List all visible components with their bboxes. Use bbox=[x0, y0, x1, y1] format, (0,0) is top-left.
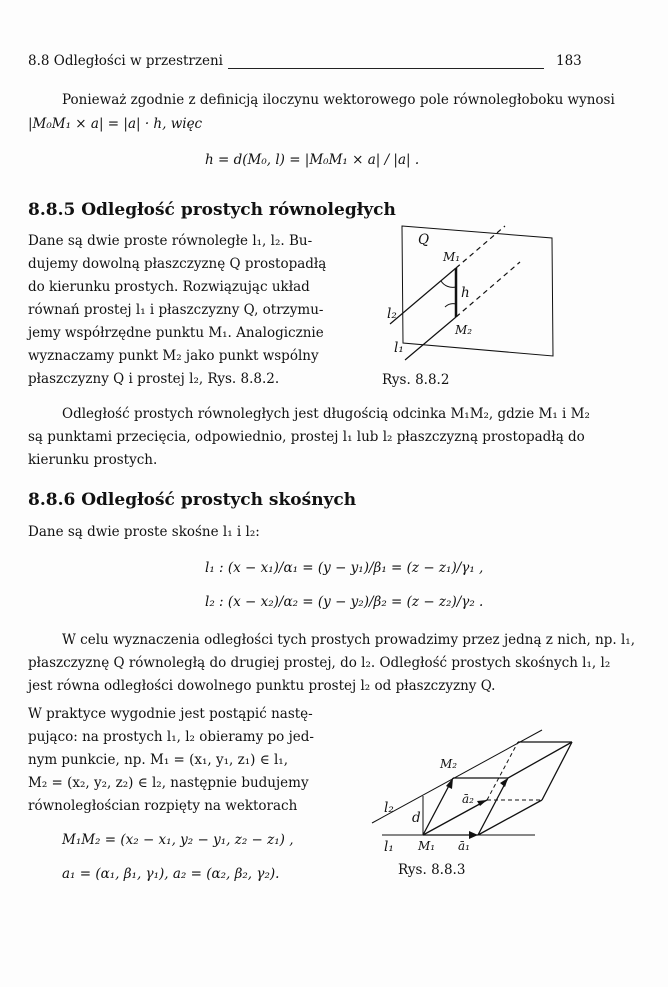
plane-label: Q bbox=[418, 232, 430, 248]
text-line: kierunku prostych. bbox=[28, 452, 158, 468]
vector-label: ā₁ bbox=[458, 839, 470, 853]
page-number: 183 bbox=[556, 53, 582, 69]
text-line: płaszczyzny Q i prostej l₂, Rys. 8.8.2. bbox=[28, 371, 280, 387]
text-line: Odległość prostych równoległych jest długością odcinka M₁M₂, gdzie M₁ i M₂ bbox=[62, 406, 590, 422]
point-label: M₁ bbox=[443, 250, 461, 264]
section-title: 8.8.5 Odległość prostych równoległych bbox=[28, 200, 396, 220]
line-label: l₂ bbox=[387, 306, 397, 322]
text-line: W celu wyznaczenia odległości tych prostych prowadzimy przez jedną z nich, np. l₁, bbox=[62, 632, 636, 648]
point-label: M₂ bbox=[455, 323, 473, 337]
point-label: M₁ bbox=[418, 839, 436, 853]
formula: h = d(M₀, l) = |M₀M₁ × a| / |a| . bbox=[205, 152, 420, 168]
vector-equation: M₁M₂ = (x₂ − x₁, y₂ − y₁, z₂ − z₁) , bbox=[62, 832, 294, 848]
intro-line: Ponieważ zgodnie z definicją iloczynu wektorowego pole równoległoboku wynosi bbox=[62, 92, 615, 108]
text-line: są punktami przecięcia, odpowiednio, prostej l₁ lub l₂ płaszczyzną prostopadłą do bbox=[28, 429, 585, 445]
text-line: W praktyce wygodnie jest postąpić nastę- bbox=[28, 706, 313, 722]
distance-label: d bbox=[412, 810, 421, 826]
figure-caption: Rys. 8.8.2 bbox=[382, 372, 450, 388]
text-line: jest równa odległości dowolnego punktu prostej l₂ od płaszczyzny Q. bbox=[28, 678, 496, 694]
line-label: l₂ bbox=[384, 800, 394, 816]
text-line: płaszczyznę Q równoległą do drugiej prostej, do l₂. Odległość prostych skośnych l₁, l₂ bbox=[28, 655, 611, 671]
text-line: M₂ = (x₂, y₂, z₂) ∈ l₂, następnie budujemy bbox=[28, 775, 309, 791]
intro-line: |M₀M₁ × a| = |a| · h, więc bbox=[28, 116, 203, 132]
text-line: równoległościan rozpięty na wektorach bbox=[28, 798, 298, 814]
text-line: jemy współrzędne punktu M₁. Analogicznie bbox=[28, 325, 324, 341]
vector-label: ā₂ bbox=[462, 792, 474, 806]
section-title: 8.8.6 Odległość prostych skośnych bbox=[28, 490, 357, 510]
text-line: dujemy dowolną płaszczyznę Q prostopadłą bbox=[28, 256, 327, 272]
running-header: 8.8 Odległości w przestrzeni bbox=[28, 53, 223, 69]
figure-caption: Rys. 8.8.3 bbox=[398, 862, 466, 878]
line-label: l₁ bbox=[394, 340, 404, 356]
text-line: Dane są dwie proste równoległe l₁, l₂. Bu- bbox=[28, 233, 313, 249]
text-line: równań prostej l₁ i płaszczyzny Q, otrzymu- bbox=[28, 302, 324, 318]
point-label: M₂ bbox=[440, 757, 458, 771]
equation: l₂ : (x − x₂)/α₂ = (y − y₂)/β₂ = (z − z₂)/γ₂ . bbox=[205, 594, 484, 610]
text-line: wyznaczamy punkt M₂ jako punkt wspólny bbox=[28, 348, 319, 364]
text-line: do kierunku prostych. Rozwiązując układ bbox=[28, 279, 310, 295]
line-label: l₁ bbox=[384, 839, 394, 855]
distance-label: h bbox=[461, 285, 470, 301]
text-line: pująco: na prostych l₁, l₂ obieramy po jed- bbox=[28, 729, 314, 745]
text-line: Dane są dwie proste skośne l₁ i l₂: bbox=[28, 524, 260, 540]
text-line: nym punkcie, np. M₁ = (x₁, y₁, z₁) ∈ l₁, bbox=[28, 752, 289, 768]
equation: l₁ : (x − x₁)/α₁ = (y − y₁)/β₁ = (z − z₁)/γ₁ , bbox=[205, 560, 484, 576]
vector-equation: a₁ = (α₁, β₁, γ₁), a₂ = (α₂, β₂, γ₂). bbox=[62, 866, 280, 882]
